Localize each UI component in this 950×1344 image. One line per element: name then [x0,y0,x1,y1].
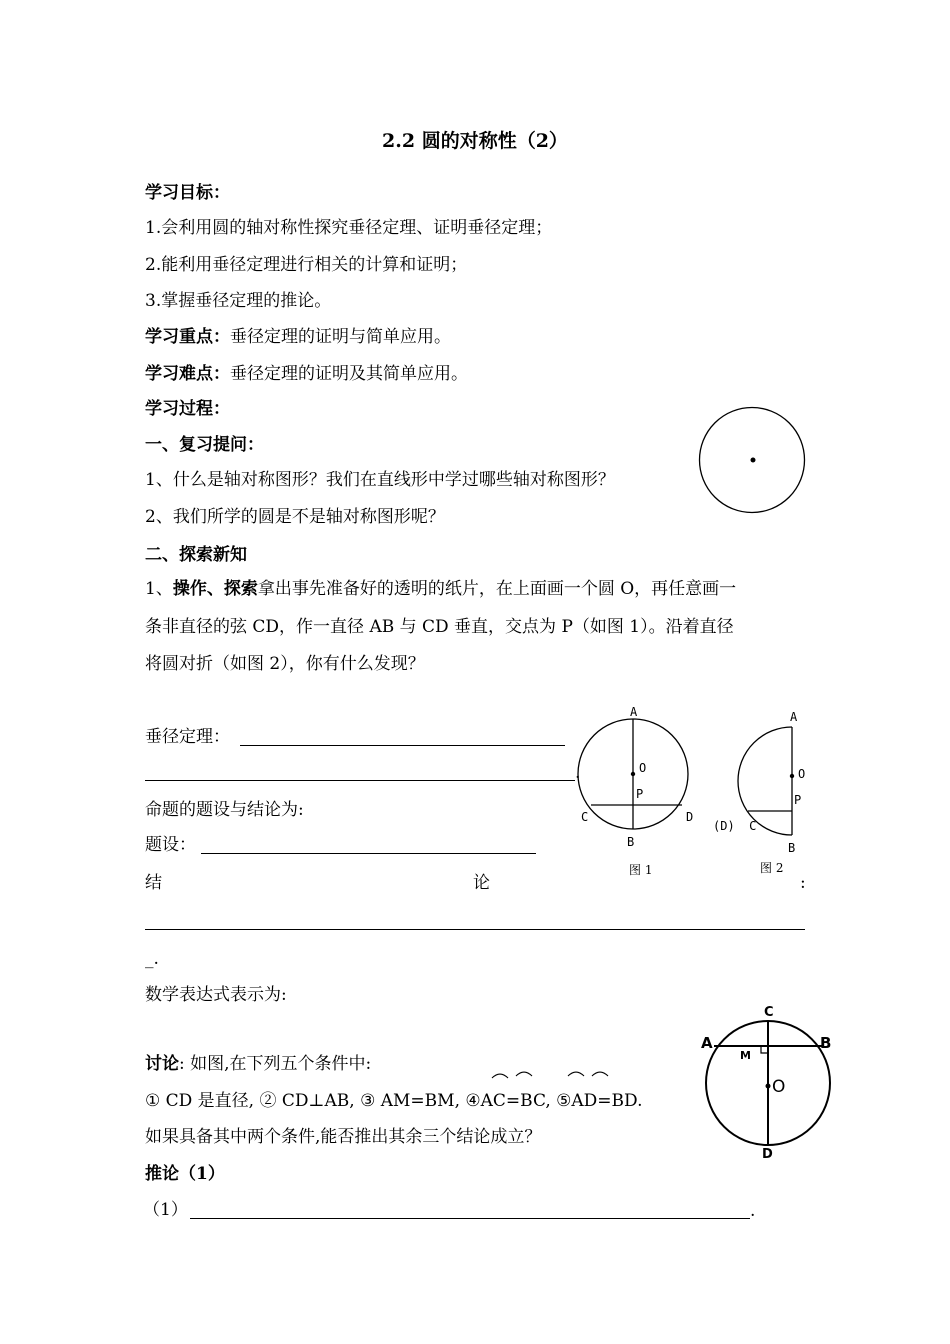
corollary-blank[interactable] [190,1218,750,1219]
fig2-label-o: O [798,767,806,781]
theorem-label: 垂径定理： [145,727,230,747]
page-title: 2.2 圆的对称性（2） [382,130,568,152]
proposition-text: 命题的题设与结论为: [145,800,304,820]
objective-item: 3.掌握垂径定理的推论。 [145,291,332,311]
review-question-2: 2、我们所学的圆是不是轴对称图形呢？ [145,507,445,527]
objectives-heading: 学习目标： [145,183,230,203]
conditions-list: ① CD 是直径, ② CD⊥AB, ③ AM=BM, ④AC=BC, ⑤AD=BD. [145,1091,643,1111]
fig3-label-c: C [764,1005,774,1020]
fig3-label-a: A [701,1034,713,1052]
explore-text: 拿出事先准备好的透明的纸片，在上面画一个圆 O，再任意画一 [257,579,737,599]
arc-marks [480,1066,620,1082]
theorem-blank-2[interactable] [145,780,575,781]
corollary-end-mark: . [750,1201,756,1221]
explore-line-3: 将圆对折（如图 2），你有什么发现？ [145,654,425,674]
key-point-text: 垂径定理的证明与简单应用。 [230,327,451,347]
discussion-text: : 如图,在下列五个条件中: [179,1054,372,1074]
math-expression-label: 数学表达式表示为: [145,985,287,1005]
fig3-label-b: B [820,1034,832,1052]
figure-3 [700,1000,840,1165]
fig2-caption: 图 2 [760,861,784,875]
fig1-label-o: O [639,761,647,775]
fig2-label-a: A [790,710,798,724]
fig1-center-dot [631,772,635,776]
conclusion-colon: : [800,873,806,893]
fig2-label-b: B [788,841,796,855]
fig3-center-dot [766,1084,771,1089]
fig3-label-m: M [740,1049,751,1062]
explore-line-1 [145,578,736,600]
arc-mark-d [592,1072,608,1076]
process-heading: 学习过程： [145,399,230,419]
figure-2 [705,700,825,880]
difficulty-row [145,363,468,385]
conclusion-trail: _. [145,949,159,969]
explore-prefix: 1、 [145,579,173,599]
fig2-center-dot [790,774,794,778]
difficulty-text: 垂径定理的证明及其简单应用。 [230,364,468,384]
section2-heading: 二、探索新知 [145,545,247,565]
discussion-row [145,1053,371,1075]
conclusion-blank[interactable] [145,929,805,930]
corollary-item-label: （1） [143,1200,188,1220]
fig2-label-p: P [794,793,802,807]
key-point-label: 学习重点： [145,327,230,347]
section1-heading: 一、复习提问： [145,435,264,455]
fig1-label-d: D [686,810,694,824]
figure-1 [575,700,705,880]
theorem-end-mark: . [575,763,581,783]
hypothesis-label: 题设： [145,835,196,855]
explore-line-2: 条非直径的弦 CD，作一直径 AB 与 CD 垂直，交点为 P（如图 1）。沿着直径 [145,617,734,637]
discussion-label: 讨论 [145,1054,179,1074]
fig1-label-p: P [636,787,644,801]
fig1-label-a: A [630,705,638,719]
arc-mark-c [516,1072,532,1076]
difficulty-label: 学习难点： [145,364,230,384]
fig3-right-angle [761,1046,768,1053]
key-point-row [145,326,451,348]
arc-mark-a [492,1074,508,1078]
fig3-label-d: D [762,1147,773,1162]
corollary-heading: 推论（1） [145,1164,225,1184]
fig3-label-o: O [772,1077,786,1097]
objective-item: 1.会利用圆的轴对称性探究垂径定理、证明垂径定理； [145,218,553,238]
objective-item: 2.能利用垂径定理进行相关的计算和证明； [145,255,468,275]
hypothesis-blank[interactable] [201,853,536,854]
conclusion-right: 论 [473,873,490,893]
fig1-label-b: B [627,835,635,849]
center-dot [751,458,756,463]
circle-figure [697,407,807,515]
theorem-blank-1[interactable] [240,745,565,746]
fig1-label-c: C [581,810,589,824]
arc-mark-a2 [568,1072,584,1076]
fig1-caption: 图 1 [629,863,653,877]
fig2-label-c: (D) C [713,819,757,833]
review-question-1: 1、什么是轴对称图形？我们在直线形中学过哪些轴对称图形？ [145,470,615,490]
discussion-question: 如果具备其中两个条件,能否推出其余三个结论成立？ [145,1127,542,1147]
conclusion-left: 结 [145,873,162,893]
explore-bold: 操作、探索 [172,579,258,599]
